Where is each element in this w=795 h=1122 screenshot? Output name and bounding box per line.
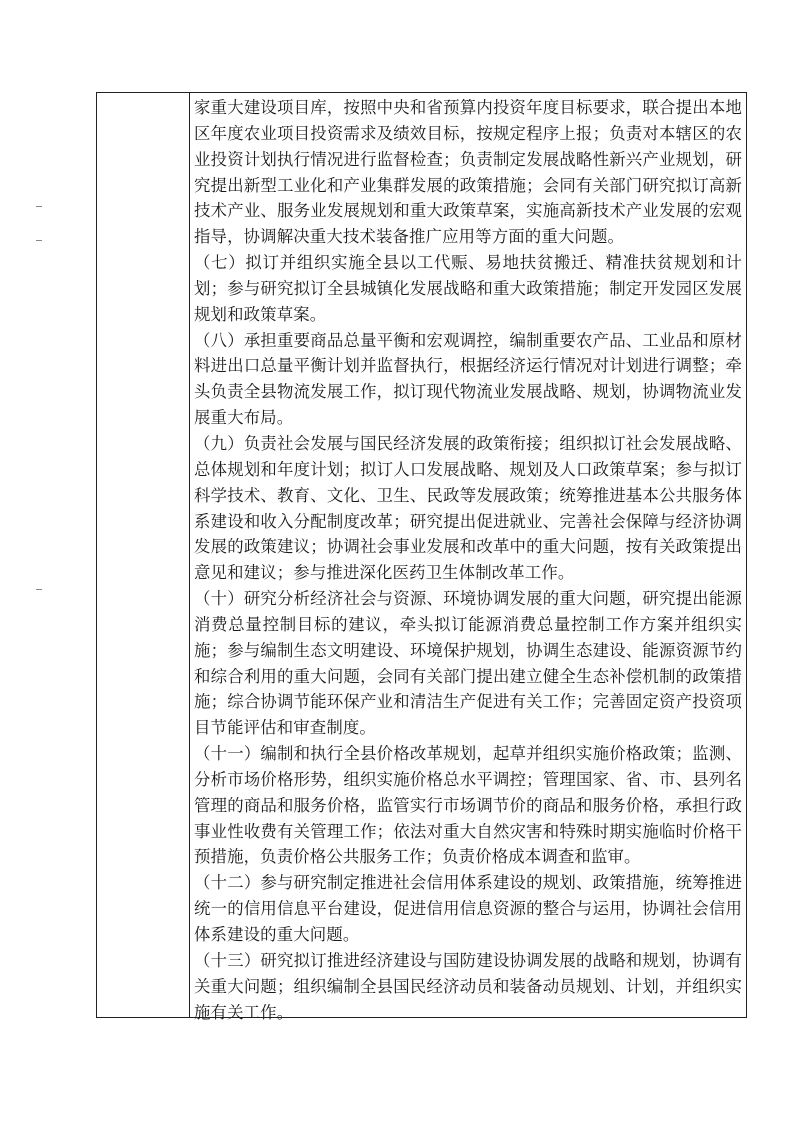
paragraph-item-13: （十三）研究拟订推进经济建设与国防建设协调发展的战略和规划，协调有关重大问题；组织编制全县国民经济动员和装备动员规划、计划，并组织实施有关工作。 xyxy=(194,950,742,1022)
paragraph-item-10: （十）研究分析经济社会与资源、环境协调发展的重大问题，研究提出能源消费总量控制目标的建议，牵头拟订能源消费总量控制工作方案并组织实施；参与编制生态文明建设、环境保护规划，协调生态建设、能源资源节约和综合利用的重大问题，会同有关部门提出建立健全生态补偿机制的政策措施；综合协调节能环保产业和清洁生产促进有关工作；完善固定资产投资项目节能评估和审查制度。 xyxy=(194,589,742,738)
duties-text-cell xyxy=(194,95,742,1025)
paragraph-item-12: （十二）参与研究制定推进社会信用体系建设的规划、政策措施，统筹推进统一的信用信息平台建设，促进信用信息资源的整合与运用，协调社会信用体系建设的重大问题。 xyxy=(194,873,742,944)
paragraph-item-7: （七）拟订并组织实施全县以工代赈、易地扶贫搬迁、精准扶贫规划和计划；参与研究拟订全县城镇化发展战略和重大政策措施；制定开发园区发展规划和政策草案。 xyxy=(194,253,742,324)
paragraph-continued: 家重大建设项目库，按照中央和省预算内投资年度目标要求，联合提出本地区年度农业项目投资需求及绩效目标，按规定程序上报；负责对本辖区的农业投资计划执行情况进行监督检查；负责制定发展战略性新兴产业规划，研究提出新型工业化和产业集群发展的政策措施；会同有关部门研究拟订高新技术产业、服务业发展规划和重大政策草案，实施高新技术产业发展的宏观指导，协调解决重大技术装备推广应用等方面的重大问题。 xyxy=(194,98,742,247)
column-divider xyxy=(189,92,190,1018)
paragraph-item-11: （十一）编制和执行全县价格改革规划，起草并组织实施价格政策；监测、分析市场价格形势，组织实施价格总水平调控；管理国家、省、市、县列名管理的商品和服务价格，监管实行市场调节价的商品和服务价格，承担行政事业性收费有关管理工作；依法对重大自然灾害和特殊时期实施临时价格干预措施，负责价格公共服务工作；负责价格成本调查和监审。 xyxy=(194,744,742,867)
scan-mark xyxy=(36,589,42,590)
scan-mark xyxy=(36,240,42,241)
paragraph-item-8: （八）承担重要商品总量平衡和宏观调控，编制重要农产品、工业品和原材料进出口总量平衡计划并监督执行，根据经济运行情况对计划进行调整；牵头负责全县物流发展工作，拟订现代物流业发展战略、规划，协调物流业发展重大布局。 xyxy=(194,330,742,428)
scan-mark xyxy=(36,206,42,207)
paragraph-item-9: （九）负责社会发展与国民经济发展的政策衔接；组织拟订社会发展战略、总体规划和年度计划；拟订人口发展战略、规划及人口政策草案；参与拟订科学技术、教育、文化、卫生、民政等发展政策；统筹推进基本公共服务体系建设和收入分配制度改革；研究提出促进就业、完善社会保障与经济协调发展的政策建议；协调社会事业发展和改革中的重大问题，按有关政策提出意见和建议；参与推进深化医药卫生体制改革工作。 xyxy=(194,433,742,583)
